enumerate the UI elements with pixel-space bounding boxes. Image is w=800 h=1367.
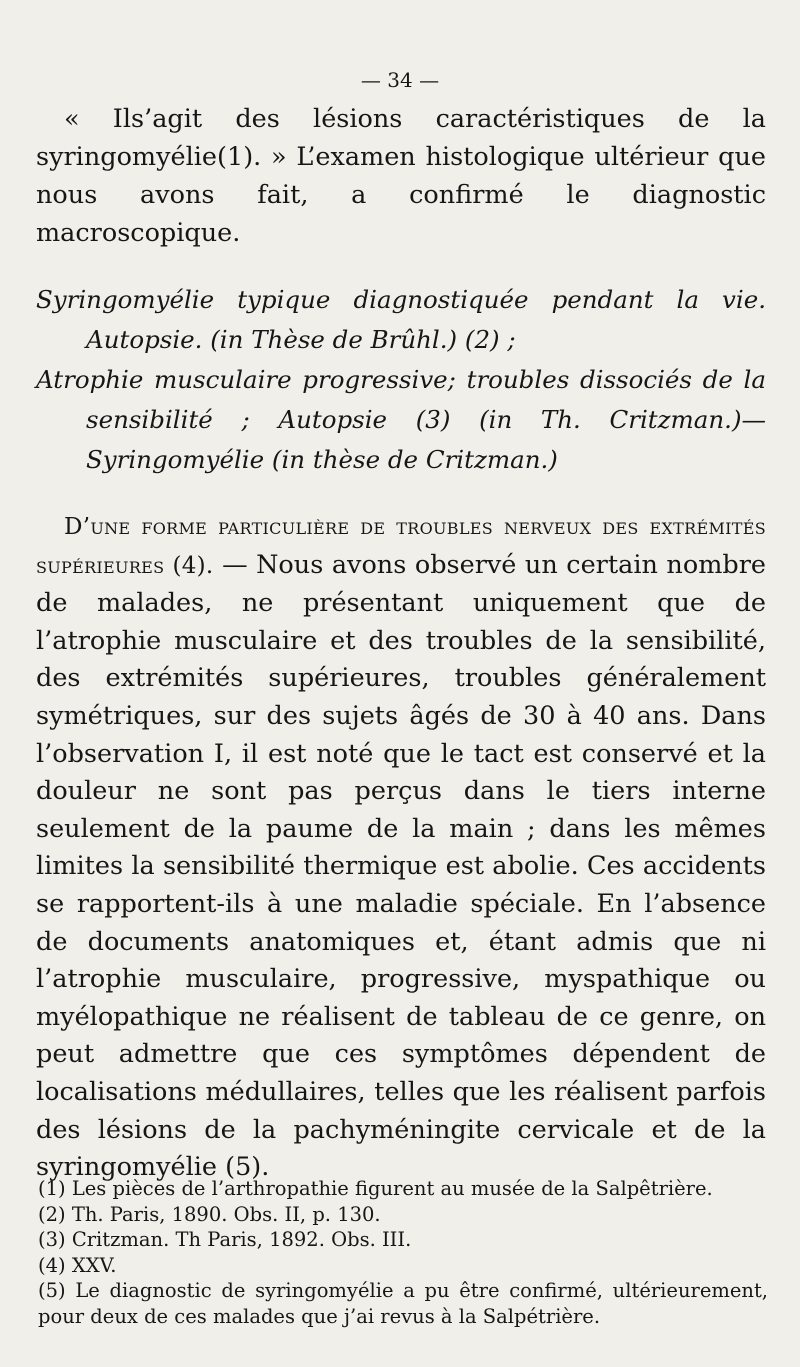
footnote-3: (3) Critzman. Th Paris, 1892. Obs. III.: [38, 1228, 412, 1251]
quote-paragraph: « Ils’agit des lésions caractéristiques de la syringomyélie(1). » L’examen histologique ultérieur que nous avons fait, a confirmé le diagnostic macroscopique.: [36, 104, 766, 248]
footnotes: [38, 1176, 768, 1329]
section-text: — Nous avons observé un certain nombre de malades, ne présentant uniquement que de l’atrophie musculaire et des troubles de la sensibilité, des extrémités supérieures, troubles généralement symétriques, sur des sujets âgés de 30 à 40 ans. Dans l’observation I, il est noté que le tact est conservé et la douleur ne sont pas perçus dans le tiers interne seulement de la paume de la main ; dans les mêmes limites la sensibilité thermique est abolie. Ces accidents se rapportent-ils à une maladie spéciale. En l’absence de documents anatomiques et, étant admis que ni l’atrophie musculaire, progressive, myspathique ou myélopathique ne réalisent de tableau de ce genre, on peut admettre que ces symptômes dépendent de localisations médullaires, telles que les réalisent parfois des lésions de la pachyméningite cervicale et de la syringomyélie (5).: [36, 549, 766, 1183]
footnote-1: (1) Les pièces de l’arthropathie figurent au musée de la Salpêtrière.: [38, 1177, 713, 1200]
footnote-4: (4) XXV.: [38, 1253, 117, 1277]
section-block: [36, 508, 766, 1187]
section-paragraph: [36, 508, 766, 1187]
case-entry-two: Atrophie musculaire progressive; troubles dissociés de la sensibilité ; Autopsie (3) (in Th. Critzman.)— Syringomyélie (in thèse de Critzman.): [36, 365, 766, 474]
quote-block: [36, 100, 766, 252]
section-heading: D’une forme particulière de troubles nerveux des extrémités supérieures (4).: [36, 514, 766, 579]
case-list: [36, 280, 766, 480]
case-entry-one: Syringomyélie typique diagnostiquée pendant la vie. Autopsie. (in Thèse de Brûhl.) (2) ;: [36, 285, 766, 354]
footnote-5: (5) Le diagnostic de syringomyélie a pu être confirmé, ultérieurement, pour deux de ces malades que j’ai revus à la Salpétrière.: [38, 1279, 768, 1328]
page-number: — 34 —: [360, 68, 440, 92]
footnote-2: (2) Th. Paris, 1890. Obs. II, p. 130.: [38, 1202, 381, 1226]
